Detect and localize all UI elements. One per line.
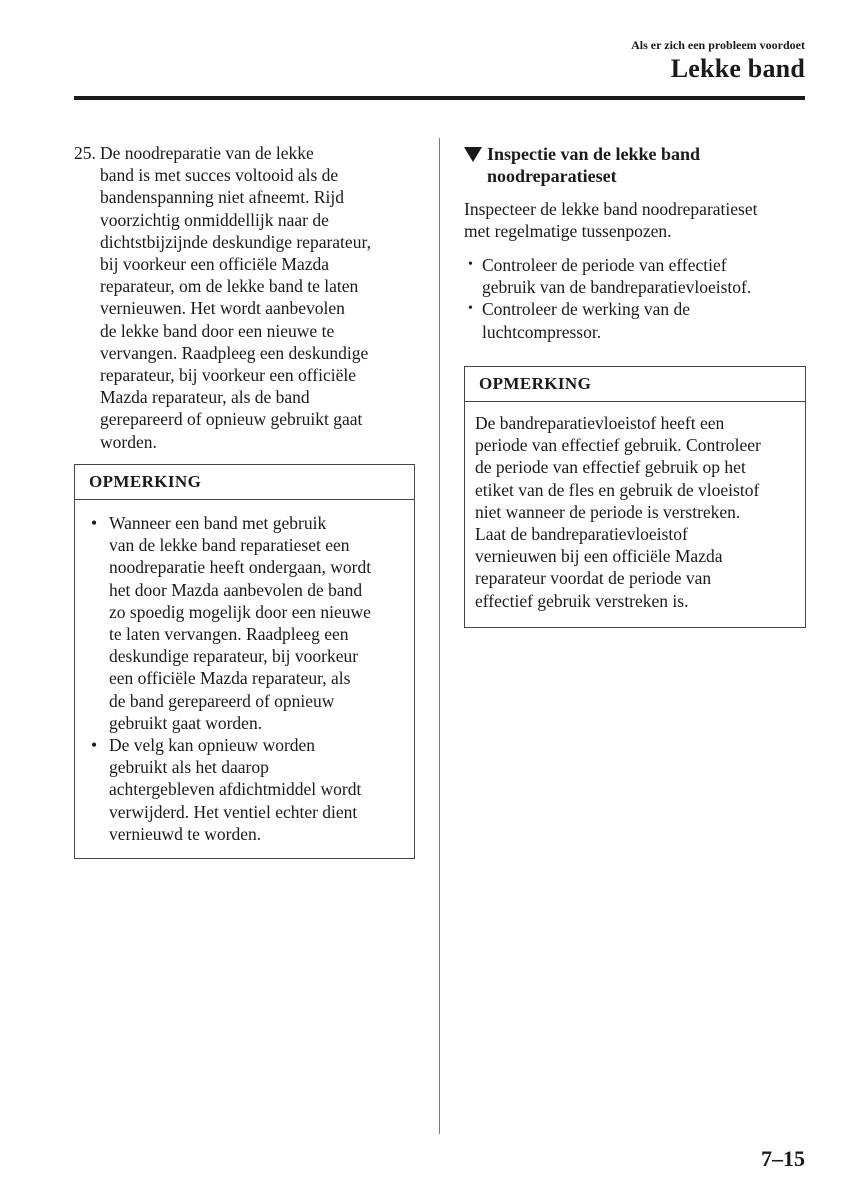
note-body <box>465 402 805 612</box>
step-number: 25. <box>74 143 96 163</box>
note-line: gebruikt als het daarop <box>109 757 269 778</box>
intro-line: met regelmatige tussenpozen. <box>464 221 672 242</box>
note-line: het door Mazda aanbevolen de band <box>109 579 363 600</box>
note-line: de periode van effectief gebruik op het <box>475 457 746 478</box>
note-line: zo spoedig mogelijk door een nieuwe <box>109 601 371 622</box>
note-line: deskundige reparateur, bij voorkeur <box>109 646 359 667</box>
step-line: gerepareerd of opnieuw gebruikt gaat <box>100 409 363 430</box>
bullet-icon: • <box>91 513 98 533</box>
step-line: bij voorkeur een officiële Mazda <box>100 254 330 275</box>
note-line: Wanneer een band met gebruik <box>109 513 327 533</box>
check-line: luchtcompressor. <box>482 321 602 342</box>
note-line: gebruikt gaat worden. <box>109 712 263 733</box>
note-heading: OPMERKING <box>75 465 414 500</box>
note-line: verwijderd. Het ventiel echter dient <box>109 801 358 822</box>
note-list-item <box>89 512 400 734</box>
step-line: Mazda reparateur, als de band <box>100 387 310 408</box>
triangle-down-icon <box>464 147 482 162</box>
note-line: vernieuwen bij een officiële Mazda <box>475 546 723 567</box>
note-line: de band gerepareerd of opnieuw <box>109 690 335 711</box>
step-line: voorzichtig onmiddellijk naar de <box>100 209 329 230</box>
note-heading: OPMERKING <box>465 367 805 402</box>
note-line: niet wanneer de periode is verstreken. <box>475 501 741 522</box>
intro-line: Inspecteer de lekke band noodreparatieset <box>464 199 758 219</box>
note-line: Laat de bandreparatievloeistof <box>475 524 688 545</box>
step-25 <box>74 142 414 453</box>
check-line: gebruik van de bandreparatievloeistof. <box>482 277 752 298</box>
note-line: reparateur voordat de periode van <box>475 568 712 589</box>
note-list-item <box>89 734 400 845</box>
note-line: effectief gebruik verstreken is. <box>475 590 689 611</box>
column-divider <box>439 138 440 1134</box>
page-number: 7–15 <box>761 1146 805 1171</box>
check-list-item <box>468 298 813 342</box>
note-line: van de lekke band reparatieset een <box>109 535 350 556</box>
section-heading-line: noodreparatieset <box>487 166 617 186</box>
step-line: de lekke band door een nieuwe te <box>100 320 335 341</box>
note-line: noodreparatie heeft ondergaan, wordt <box>109 557 372 578</box>
note-line: achtergebleven afdichtmiddel wordt <box>109 779 362 800</box>
step-line: band is met succes voltooid als de <box>100 165 339 186</box>
header-rule <box>74 96 805 100</box>
note-line: te laten vervangen. Raadpleeg een <box>109 624 349 645</box>
step-line: bandenspanning niet afneemt. Rijd <box>100 187 344 208</box>
chapter-title: Als er zich een probleem voordoet <box>631 38 805 52</box>
bullet-icon: • <box>91 735 98 756</box>
bullet-icon: • <box>468 301 473 317</box>
note-line: etiket van de fles en gebruik de vloeistof <box>475 479 760 500</box>
check-line: Controleer de werking van de <box>482 299 690 320</box>
step-line: vernieuwen. Het wordt aanbevolen <box>100 298 345 319</box>
note-box-right <box>464 366 806 628</box>
section-intro <box>464 198 809 242</box>
note-line: De bandreparatievloeistof heeft een <box>475 413 725 433</box>
step-line: reparateur, om de lekke band te laten <box>100 276 359 297</box>
step-line: worden. <box>100 431 157 452</box>
step-text <box>74 142 414 453</box>
step-line: vervangen. Raadpleeg een deskundige <box>100 342 369 363</box>
section-heading <box>464 143 809 187</box>
page-title: Lekke band <box>670 54 805 83</box>
note-line: De velg kan opnieuw worden <box>109 735 316 756</box>
note-box-left <box>74 464 415 859</box>
section-heading-line: Inspectie van de lekke band <box>487 144 701 164</box>
step-line: reparateur, bij voorkeur een officiële <box>100 365 356 386</box>
note-body <box>75 500 414 845</box>
note-line: een officiële Mazda reparateur, als <box>109 668 351 689</box>
check-list-item <box>468 254 813 298</box>
note-line: vernieuwd te worden. <box>109 823 262 844</box>
step-line: dichtstbijzijnde deskundige reparateur, <box>100 231 371 252</box>
step-line: De noodreparatie van de lekke <box>100 143 314 163</box>
check-line: Controleer de periode van effectief <box>482 255 727 275</box>
note-line: periode van effectief gebruik. Controleer <box>475 435 761 456</box>
bullet-icon: • <box>468 257 473 272</box>
check-list <box>468 254 813 343</box>
